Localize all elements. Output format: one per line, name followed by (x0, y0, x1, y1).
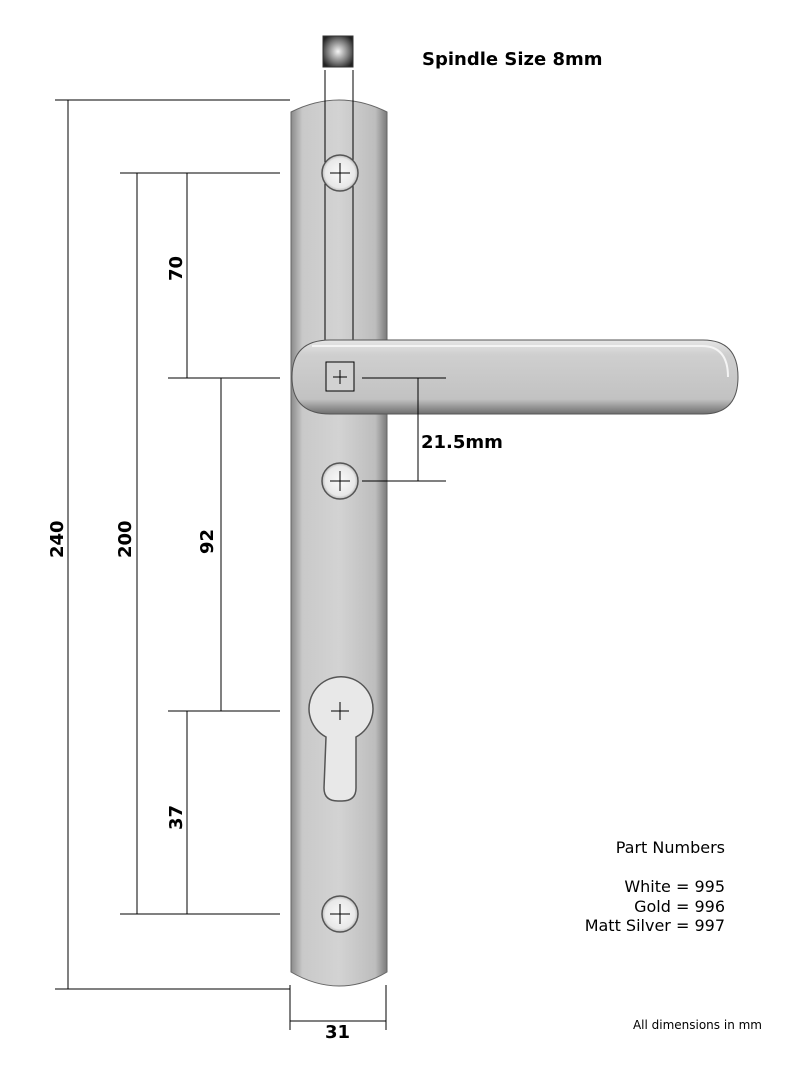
units-note: All dimensions in mm (632, 1018, 762, 1032)
part-number-row (624, 877, 725, 896)
fixing-centres-label: 200 (115, 520, 136, 558)
part-numbers-heading: Part Numbers (615, 838, 725, 857)
middle-fixing-hole (322, 463, 358, 499)
spindle-hole-marker (326, 362, 354, 391)
part-number-row (585, 916, 725, 935)
bottom-fixing-hole (322, 896, 358, 932)
offset-dim-label: 21.5mm (421, 432, 503, 453)
top-fixing-hole (322, 155, 358, 191)
part-number-row (634, 897, 725, 916)
spindle-size-label: Spindle Size 8mm (422, 49, 603, 70)
part-finish: Gold (634, 897, 671, 916)
svg-text:White = 995 (624, 877, 725, 896)
dim-92-label: 92 (197, 528, 218, 554)
svg-text:Matt Silver = 997 (585, 916, 725, 935)
spindle-square (323, 36, 353, 67)
overall-height-label: 240 (47, 520, 68, 558)
part-number: = 996 (675, 897, 725, 916)
lever-handle (292, 340, 738, 414)
dim-37-label: 37 (166, 804, 187, 830)
svg-text:Gold = 996 (634, 897, 725, 916)
backplate-width-label: 31 (325, 1022, 351, 1043)
part-finish: White (624, 877, 671, 896)
dim-70-label: 70 (166, 255, 187, 281)
backplate (291, 100, 387, 986)
part-finish: Matt Silver (584, 916, 671, 935)
part-number: = 995 (675, 877, 725, 896)
part-number: = 997 (675, 916, 725, 935)
